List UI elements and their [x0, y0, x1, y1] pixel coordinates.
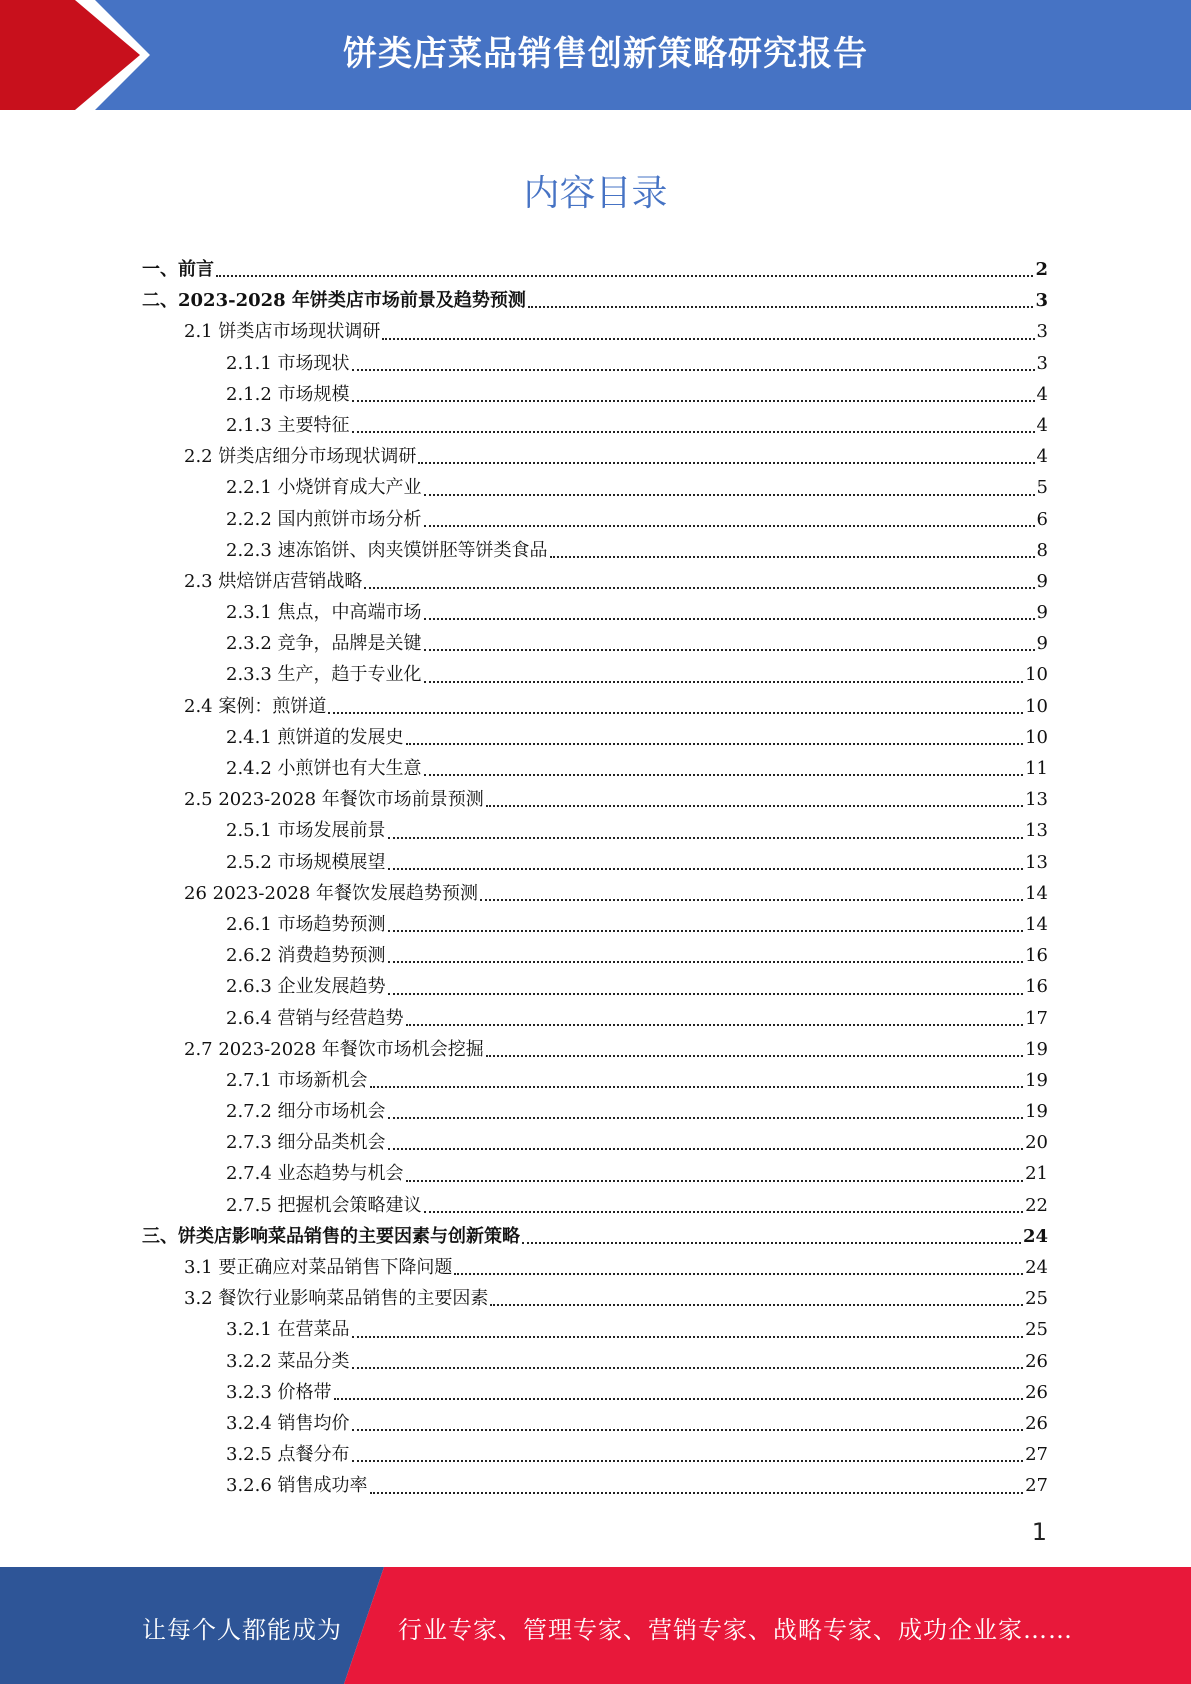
toc-leader-dots [490, 1304, 1023, 1306]
toc-entry[interactable] [142, 316, 1048, 347]
toc-entry-label: 2.4.2 小煎饼也有大生意 [226, 758, 422, 779]
toc-leader-dots [406, 743, 1024, 745]
toc-leader-dots [486, 1055, 1023, 1057]
toc-leader-dots [352, 431, 1035, 433]
toc-leader-dots [486, 805, 1023, 807]
toc-entry-page: 16 [1025, 976, 1048, 998]
toc-entry[interactable] [142, 1065, 1048, 1096]
toc-entry-page: 10 [1025, 664, 1048, 686]
toc-entry-page: 8 [1036, 539, 1048, 561]
toc-entry-page: 16 [1025, 945, 1048, 967]
toc-leader-dots [388, 868, 1024, 870]
toc-leader-dots [388, 993, 1024, 995]
toc-entry-page: 13 [1025, 789, 1048, 811]
toc-entry[interactable] [142, 847, 1048, 878]
toc-entry[interactable] [142, 1034, 1048, 1065]
toc-entry[interactable] [142, 659, 1048, 690]
toc-entry-label: 2.7.3 细分品类机会 [226, 1132, 386, 1154]
toc-entry-page: 9 [1036, 633, 1048, 655]
toc-entry-label: 2.1.3 主要特征 [226, 414, 350, 436]
toc-entry-label: 2.3.3 生产，趋于专业化 [226, 664, 422, 686]
toc-entry-page: 3 [1036, 352, 1048, 374]
toc-entry-page: 22 [1025, 1194, 1048, 1216]
toc-entry[interactable] [142, 1408, 1048, 1439]
toc-entry[interactable] [142, 909, 1048, 940]
toc-leader-dots [352, 1367, 1024, 1369]
toc-entry-page: 3 [1035, 290, 1048, 312]
toc-entry-page: 14 [1025, 913, 1048, 935]
toc-leader-dots [334, 1398, 1024, 1400]
toc-entry-page: 20 [1025, 1132, 1048, 1154]
toc-entry-label: 2.2.3 速冻馅饼、肉夹馍饼胚等饼类食品 [226, 539, 548, 561]
toc-entry[interactable] [142, 1377, 1048, 1408]
toc-entry-label: 2.3.1 焦点，中高端市场 [226, 602, 422, 624]
toc-leader-dots [550, 556, 1035, 558]
footer-band [0, 1567, 1191, 1684]
toc-entry[interactable] [142, 472, 1048, 503]
toc-entry-page: 2 [1035, 259, 1048, 280]
toc-entry-page: 3 [1036, 321, 1048, 343]
toc-entry-page: 6 [1036, 508, 1048, 530]
toc-leader-dots [406, 1024, 1024, 1026]
header-band [0, 0, 1191, 110]
toc-entry[interactable] [142, 379, 1048, 410]
toc-entry-label: 2.5 2023-2028 年餐饮市场前景预测 [184, 789, 484, 811]
toc-leader-dots [370, 1086, 1024, 1088]
report-title: 饼类店菜品销售创新策略研究报告 [343, 34, 868, 74]
toc-entry-page: 21 [1025, 1163, 1048, 1185]
toc-entry-page: 26 [1025, 1381, 1048, 1403]
toc-entry-label: 2.4.1 煎饼道的发展史 [226, 726, 404, 748]
toc-entry-label: 二、2023-2028 年饼类店市场前景及趋势预测 [142, 290, 526, 312]
toc-entry-page: 9 [1036, 570, 1048, 592]
toc-entry[interactable] [142, 535, 1048, 566]
toc-leader-dots [352, 1460, 1024, 1462]
toc-entry-label: 2.7.4 业态趋势与机会 [226, 1163, 404, 1185]
toc-leader-dots [424, 774, 1024, 776]
toc-entry-label: 2.1.2 市场规模 [226, 383, 350, 405]
toc-entry-page: 25 [1025, 1288, 1048, 1310]
toc-entry[interactable] [142, 285, 1048, 316]
toc-entry-label: 2.7.1 市场新机会 [226, 1069, 368, 1091]
toc-entry-page: 25 [1025, 1319, 1048, 1341]
toc-entry-label: 3.2.4 销售均价 [226, 1412, 350, 1434]
toc-entry-page: 27 [1025, 1444, 1048, 1466]
toc-entry-label: 2.2 饼类店细分市场现状调研 [184, 446, 417, 468]
toc-entry-label: 3.2.5 点餐分布 [226, 1444, 350, 1466]
toc-leader-dots [352, 1429, 1024, 1431]
toc-entry[interactable] [142, 1158, 1048, 1189]
toc-entry-page: 4 [1036, 414, 1048, 436]
toc-entry-page: 10 [1025, 695, 1048, 717]
toc-entry-label: 2.7 2023-2028 年餐饮市场机会挖掘 [184, 1038, 484, 1060]
toc-entry-label: 2.1 饼类店市场现状调研 [184, 321, 381, 343]
toc-entry-label: 2.5.2 市场规模展望 [226, 851, 386, 873]
toc-entry-label: 3.2.6 销售成功率 [226, 1475, 368, 1497]
toc-leader-dots [328, 712, 1023, 714]
toc-leader-dots [216, 275, 1033, 277]
toc-entry-label: 3.2.2 菜品分类 [226, 1350, 350, 1372]
toc-leader-dots [352, 369, 1035, 371]
toc-entry-page: 11 [1025, 758, 1048, 779]
toc-leader-dots [480, 899, 1023, 901]
toc-entry-label: 2.7.2 细分市场机会 [226, 1101, 386, 1123]
toc-entry[interactable] [142, 254, 1048, 285]
toc-entry[interactable] [142, 1221, 1048, 1252]
toc-entry-page: 27 [1025, 1475, 1048, 1497]
toc-entry[interactable] [142, 1470, 1048, 1501]
toc-entry[interactable] [142, 1439, 1048, 1470]
toc-entry-page: 13 [1025, 851, 1048, 873]
toc-entry-page: 26 [1025, 1350, 1048, 1372]
toc-entry-label: 2.6.2 消费趋势预测 [226, 945, 386, 967]
footer-slogan-right: 行业专家、管理专家、营销专家、战略专家、成功企业家…… [398, 1616, 1073, 1644]
toc-entry-label: 2.6.3 企业发展趋势 [226, 976, 386, 998]
toc-entry-page: 5 [1036, 477, 1048, 499]
toc-entry-page: 19 [1025, 1038, 1048, 1060]
toc-entry-page: 19 [1025, 1101, 1048, 1123]
toc-entry-label: 3.1 要正确应对菜品销售下降问题 [184, 1257, 453, 1278]
toc-leader-dots [424, 649, 1035, 651]
toc-entry-label: 2.6.4 营销与经营趋势 [226, 1007, 404, 1029]
toc-entry-page: 19 [1025, 1069, 1048, 1091]
toc-entry[interactable] [142, 566, 1048, 597]
toc-entry[interactable] [142, 878, 1048, 909]
toc-entry-label: 3.2.3 价格带 [226, 1381, 332, 1403]
toc-entry-label: 3.2 餐饮行业影响菜品销售的主要因素 [184, 1288, 489, 1310]
toc-leader-dots [370, 1492, 1024, 1494]
toc-entry-page: 24 [1025, 1257, 1048, 1278]
toc-entry-label: 一、前言 [142, 259, 214, 280]
toc-leader-dots [352, 400, 1035, 402]
toc-entry-page: 14 [1025, 882, 1048, 904]
toc-entry-label: 26 2023-2028 年餐饮发展趋势预测 [184, 882, 479, 904]
toc-entry[interactable] [142, 597, 1048, 628]
toc-entry[interactable] [142, 628, 1048, 659]
toc-entry[interactable] [142, 1190, 1048, 1221]
toc-leader-dots [424, 618, 1035, 620]
toc-entry-label: 3.2.1 在营菜品 [226, 1319, 350, 1341]
toc-leader-dots [352, 1336, 1024, 1338]
toc-entry[interactable] [142, 1283, 1048, 1314]
toc-leader-dots [424, 525, 1035, 527]
toc-entry[interactable] [142, 1096, 1048, 1127]
toc-leader-dots [388, 961, 1024, 963]
toc-entry[interactable] [142, 1127, 1048, 1158]
toc-leader-dots [388, 1148, 1024, 1150]
toc-entry-label: 2.3.2 竞争，品牌是关键 [226, 633, 422, 655]
toc-entry[interactable] [142, 971, 1048, 1002]
toc-entry[interactable] [142, 410, 1048, 441]
toc-entry[interactable] [142, 504, 1048, 535]
toc-entry[interactable] [142, 815, 1048, 846]
toc-entry[interactable] [142, 691, 1048, 722]
toc-entry-page: 24 [1022, 1225, 1048, 1247]
toc-entry-page: 26 [1025, 1412, 1048, 1434]
toc-entry[interactable] [142, 1346, 1048, 1377]
toc-leader-dots [364, 587, 1034, 589]
toc-entry[interactable] [142, 722, 1048, 753]
toc-entry-label: 2.2.1 小烧饼育成大产业 [226, 477, 422, 499]
toc-leader-dots [406, 1180, 1024, 1182]
toc-leader-dots [522, 1242, 1021, 1244]
footer-slogan-left: 让每个人都能成为 [142, 1616, 342, 1644]
toc-leader-dots [418, 462, 1034, 464]
toc-leader-dots [424, 494, 1035, 496]
toc-entry-label: 2.5.1 市场发展前景 [226, 820, 386, 842]
toc-leader-dots [424, 1211, 1024, 1213]
toc-entry[interactable] [142, 441, 1048, 472]
toc-entry-label: 2.7.5 把握机会策略建议 [226, 1194, 422, 1216]
toc-entry-label: 2.1.1 市场现状 [226, 352, 350, 374]
toc-leader-dots [388, 837, 1024, 839]
toc-entry-page: 4 [1036, 446, 1048, 468]
toc-entry-label: 2.6.1 市场趋势预测 [226, 913, 386, 935]
toc-entry[interactable] [142, 784, 1048, 815]
toc-leader-dots [388, 1117, 1024, 1119]
toc-heading: 内容目录 [523, 173, 668, 214]
toc-entry[interactable] [142, 1252, 1048, 1283]
toc-entry[interactable] [142, 348, 1048, 379]
toc-entry-label: 2.2.2 国内煎饼市场分析 [226, 508, 422, 530]
toc-entry-label: 三、饼类店影响菜品销售的主要因素与创新策略 [142, 1225, 520, 1247]
toc-leader-dots [528, 306, 1034, 308]
toc-leader-dots [382, 338, 1034, 340]
toc-entry[interactable] [142, 753, 1048, 784]
toc-entry-page: 17 [1025, 1007, 1048, 1029]
toc-leader-dots [424, 681, 1024, 683]
table-of-contents [142, 254, 1048, 1502]
page-number: 1 [1031, 1518, 1047, 1546]
toc-entry-page: 13 [1025, 820, 1048, 842]
toc-leader-dots [388, 930, 1024, 932]
toc-entry[interactable] [142, 1003, 1048, 1034]
toc-entry-label: 2.3 烘焙饼店营销战略 [184, 570, 363, 592]
toc-entry-label: 2.4 案例：煎饼道 [184, 695, 327, 717]
toc-entry-page: 10 [1025, 726, 1048, 748]
toc-entry-page: 9 [1036, 602, 1048, 624]
toc-leader-dots [454, 1273, 1023, 1275]
toc-entry-page: 4 [1036, 383, 1048, 405]
toc-entry[interactable] [142, 940, 1048, 971]
toc-entry[interactable] [142, 1314, 1048, 1345]
